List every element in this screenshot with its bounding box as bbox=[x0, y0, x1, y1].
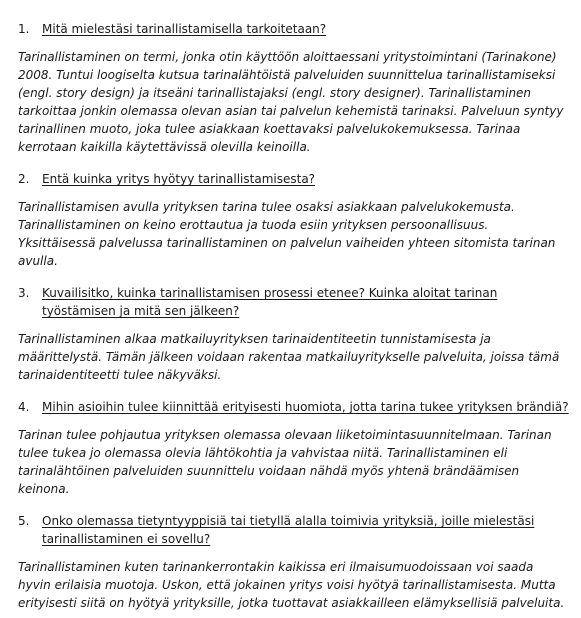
question-text: Entä kuinka yritys hyötyy tarinallistamisesta? bbox=[42, 172, 316, 186]
answer-text: Tarinallistamisen avulla yrityksen tarina tulee osaksi asiakkaan palvelukokemusta. Tarinallistaminen on keino erottautua ja tuoda esiin yrityksen persoonallisuus. Yksittäisessä palvelussa tarinallistaminen on palvelun vaiheiden yhteen sitomista tarinan avulla. bbox=[18, 200, 556, 268]
answer-text: Tarinan tulee pohjautua yrityksen olemassa olevaan liiketoimintasuunnitelmaan. Tarinan tulee tukea jo olemassa olevia lähtökohtia ja vahvistaa niitä. Tarinallistaminen eli tarinalähtöinen palveluiden suunnittelu voidaan nähdä myös yhtenä brändäämisen keinona. bbox=[18, 428, 552, 496]
qa-item bbox=[18, 20, 569, 156]
question bbox=[18, 512, 569, 548]
question-number: 3. bbox=[18, 286, 30, 300]
question-number: 5. bbox=[18, 514, 30, 528]
question-text: Kuvailisitko, kuinka tarinallistamisen prosessi etenee? Kuinka aloitat tarinan työstämisen ja mitä sen jälkeen? bbox=[42, 286, 498, 318]
qa-item bbox=[18, 284, 569, 384]
qa-item bbox=[18, 512, 569, 612]
question-number: 4. bbox=[18, 400, 30, 414]
question bbox=[18, 170, 569, 188]
question bbox=[18, 398, 569, 416]
question-number: 2. bbox=[18, 172, 30, 186]
question-number: 1. bbox=[18, 22, 30, 36]
question bbox=[18, 284, 569, 320]
answer-text: Tarinallistaminen on termi, jonka otin käyttöön aloittaessani yritystoimintani (Tarinakone) 2008. Tuntui loogiselta kutsua tarinalähtöistä palveluiden suunnittelua tarinallistamiseksi (engl. story design) ja itseäni tarinallistajaksi (engl. story designer). Tarinallistaminen tarkoittaa jonkin olemassa olevan asian tai palvelun kehemistä tarinaksi. Palveluun syntyy tarinallinen muoto, joka tulee asiakkaan koettavaksi palvelukokemuksessa. Tarinaa kerrotaan kaikilla käytettävissä olevilla keinoilla. bbox=[18, 50, 564, 154]
question-text: Onko olemassa tietyntyyppisiä tai tietyllä alalla toimivia yrityksiä, joille mielestäsi tarinallistaminen ei sovellu? bbox=[42, 514, 535, 546]
answer-text: Tarinallistaminen kuten tarinankerrontakin kaikissa eri ilmaisumuodoissaan voi saada hyvin erilaisia muotoja. Uskon, että jokainen yritys voisi hyötyä tarinallistamisesta. Mutta erityisesti siitä on hyötyä yrityksille, jotka tuottavat asiakkailleen elämyksellisiä palveluita. bbox=[18, 560, 565, 610]
question bbox=[18, 20, 569, 38]
question-text: Mihin asioihin tulee kiinnittää erityisesti huomiota, jotta tarina tukee yrityksen brändiä? bbox=[42, 400, 569, 414]
qa-item bbox=[18, 398, 569, 498]
question-text: Mitä mielestäsi tarinallistamisella tarkoitetaan? bbox=[42, 22, 327, 36]
qa-item bbox=[18, 170, 569, 270]
answer-text: Tarinallistaminen alkaa matkailuyrityksen tarinaidentiteetin tunnistamisesta ja määrittelystä. Tämän jälkeen voidaan rakentaa matkailuyritykselle palveluita, joissa tämä tarinaidentiteetti tulee näkyväksi. bbox=[18, 332, 560, 382]
